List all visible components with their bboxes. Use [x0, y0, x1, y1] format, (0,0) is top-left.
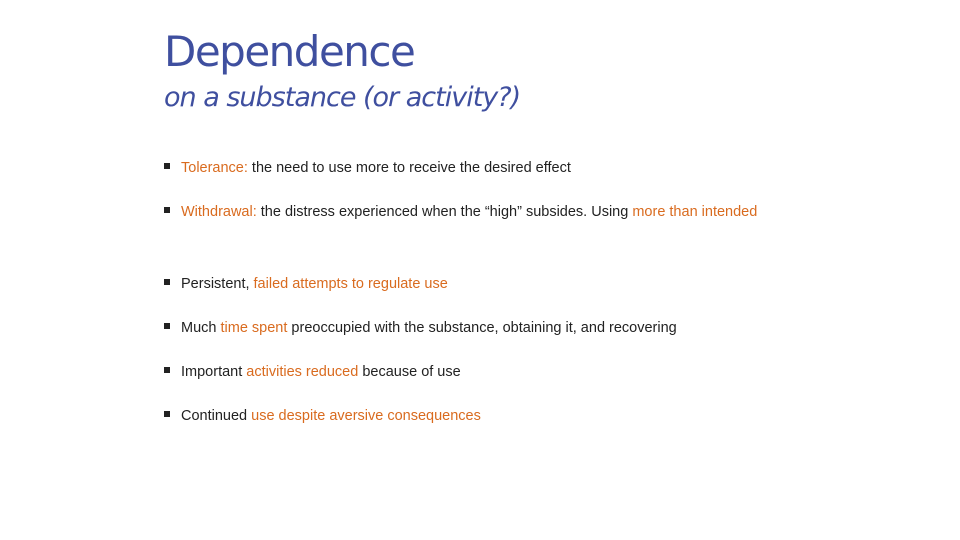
bullet-body: because of use: [358, 364, 461, 380]
bullet-highlight: failed attempts to regulate use: [253, 276, 448, 292]
bullet-marker: [164, 163, 170, 169]
bullet-body: Persistent,: [181, 276, 254, 292]
bullet-term: Withdrawal:: [181, 204, 257, 220]
slide-subtitle: on a substance (or activity?): [164, 82, 521, 113]
bullet-highlight: activities reduced: [246, 364, 359, 380]
bullet-time-spent: [164, 314, 804, 342]
bullet-text: [181, 154, 804, 182]
bullet-body: preoccupied with the substance, obtaining it, and recovering: [287, 320, 677, 336]
bullet-highlight: use despite aversive consequences: [251, 408, 481, 424]
bullet-text: [181, 314, 804, 342]
bullet-term: Tolerance:: [181, 160, 248, 176]
bullet-tolerance: [164, 154, 804, 182]
bullet-body: Continued: [181, 408, 252, 424]
bullet-withdrawal: [164, 198, 804, 226]
bullet-text: [181, 358, 804, 386]
bullet-body: Much: [181, 320, 221, 336]
bullet-body: Important: [181, 364, 247, 380]
bullet-marker: [164, 279, 170, 285]
bullet-text: [181, 270, 804, 298]
bullet-continued: [164, 402, 804, 430]
bullet-marker: [164, 207, 170, 213]
bullet-marker: [164, 323, 170, 329]
bullet-marker: [164, 367, 170, 373]
bullet-highlight: more than intended: [632, 204, 758, 220]
slide-title: Dependence: [164, 27, 415, 76]
bullet-marker: [164, 411, 170, 417]
bullet-highlight: time spent: [220, 320, 288, 336]
bullet-activities: [164, 358, 804, 386]
bullet-text: [181, 198, 804, 226]
bullet-text: [181, 402, 804, 430]
bullet-persistent: [164, 270, 804, 298]
bullet-body: the distress experienced when the “high” subsides. Using: [256, 204, 633, 220]
bullet-body: the need to use more to receive the desired effect: [247, 160, 571, 176]
